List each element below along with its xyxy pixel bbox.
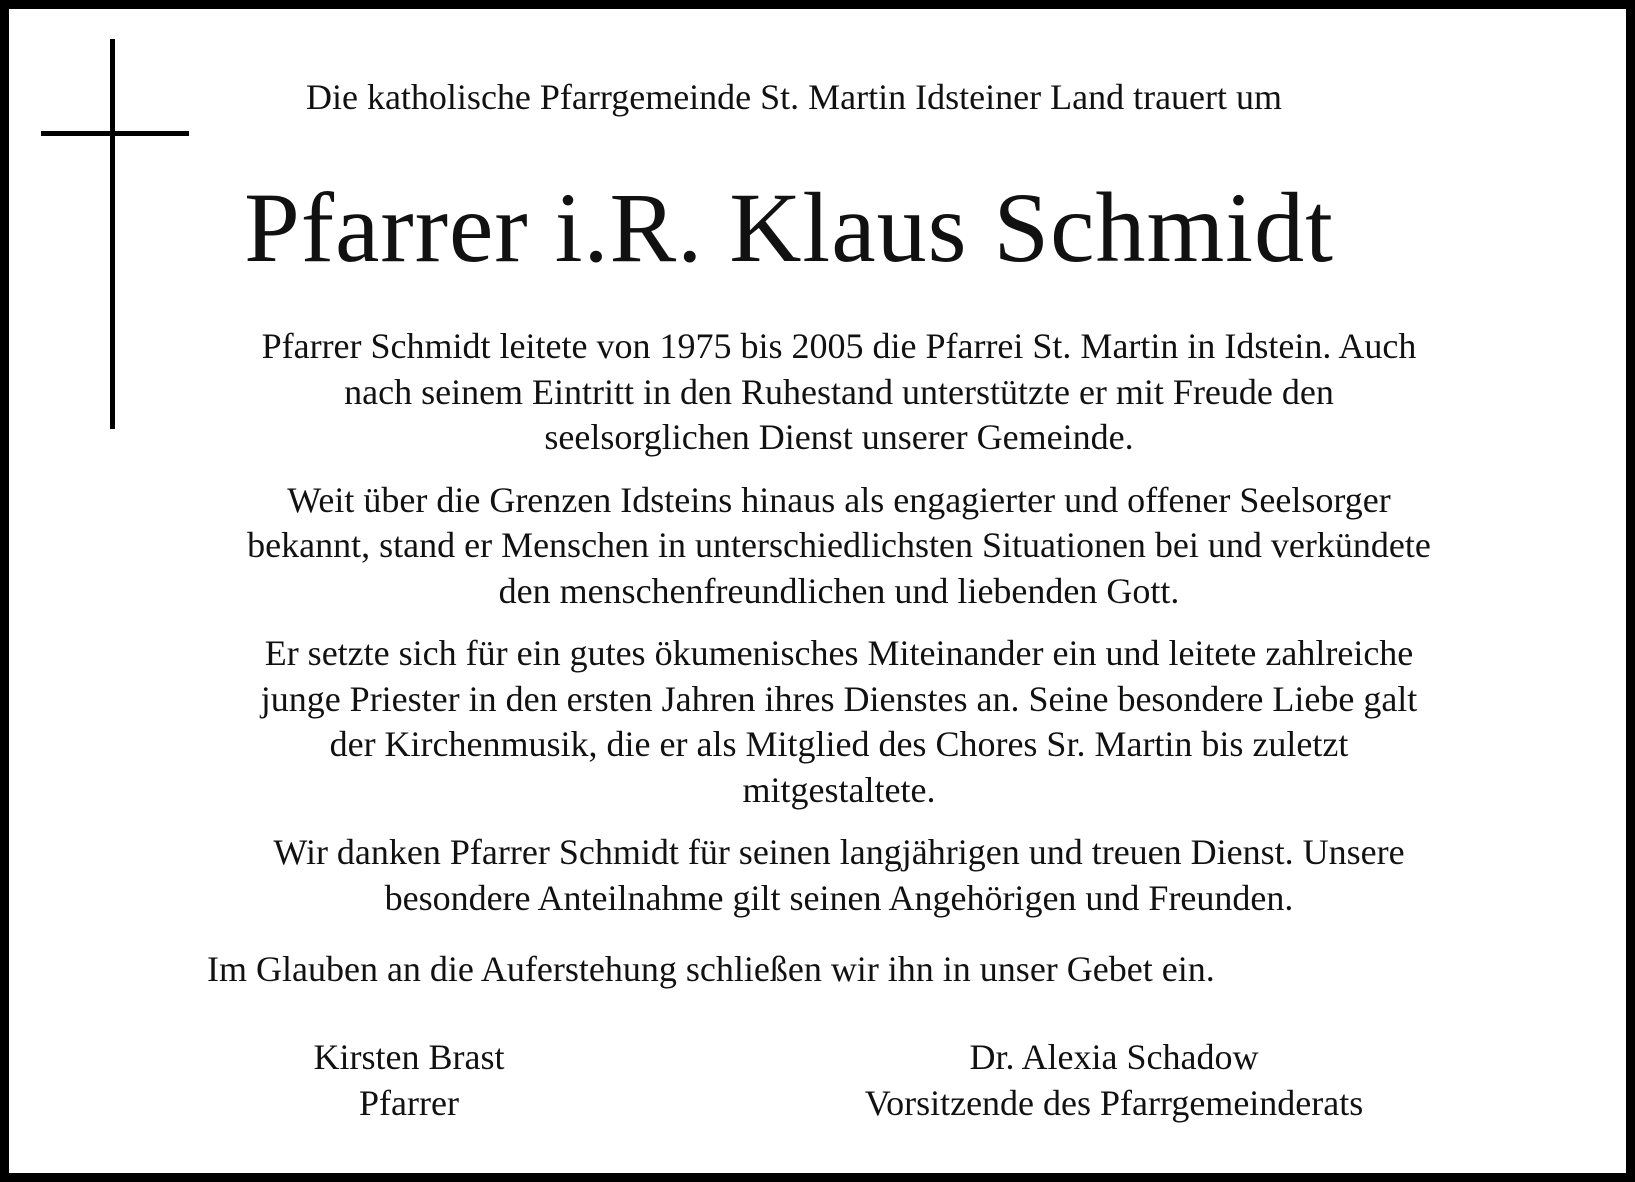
signatory-pastor xyxy=(259,1034,559,1126)
signatory-council-chair xyxy=(799,1034,1429,1126)
signatory-name: Dr. Alexia Schadow xyxy=(969,1037,1259,1077)
text-line: seelsorglichen Dienst unserer Gemeinde. xyxy=(544,417,1134,457)
text-line: Weit über die Grenzen Idsteins hinaus als engagierter und offener Seelsorger xyxy=(287,479,1391,520)
text-line: Er setzte sich für ein gutes ökumenisches Miteinander ein und leitete zahlreiche xyxy=(264,633,1414,673)
signatory-role: Pfarrer xyxy=(359,1083,459,1123)
paragraph-career xyxy=(139,324,1539,461)
text-line: Wir danken Pfarrer Schmidt für seinen langjährigen und treuen Dienst. Unsere xyxy=(273,832,1405,872)
cross-horizontal-bar xyxy=(41,131,189,136)
signatory-name: Kirsten Brast xyxy=(313,1037,505,1077)
paragraph-thanks xyxy=(139,830,1539,921)
text-line: den menschenfreundlichen und liebenden Gott. xyxy=(498,570,1180,611)
text-line: junge Priester in den ersten Jahren ihres Dienstes an. Seine besondere Liebe galt xyxy=(260,678,1418,719)
obituary-body xyxy=(139,324,1539,938)
paragraph-ecumenism xyxy=(139,631,1539,813)
text-line: bekannt, stand er Menschen in unterschiedlichsten Situationen bei und verkündete xyxy=(247,525,1431,565)
cross-vertical-bar xyxy=(110,39,115,429)
signatory-role: Vorsitzende des Pfarrgemeinderats xyxy=(864,1083,1364,1123)
deceased-name: Pfarrer i.R. Klaus Schmidt xyxy=(244,172,1334,283)
text-line: Pfarrer Schmidt leitete von 1975 bis 2005 die Pfarrei St. Martin in Idstein. Auch xyxy=(261,326,1417,366)
intro-line: Die katholische Pfarrgemeinde St. Martin Idsteiner Land trauert um xyxy=(305,77,1283,117)
text-line: nach seinem Eintritt in den Ruhestand unterstützte er mit Freude den xyxy=(344,371,1334,412)
text-line: besondere Anteilnahme gilt seinen Angehörigen und Freunden. xyxy=(384,877,1294,918)
text-line: mitgestaltete. xyxy=(742,769,936,810)
text-line: der Kirchenmusik, die er als Mitglied des Chores Sr. Martin bis zuletzt xyxy=(329,724,1349,764)
closing-line: Im Glauben an die Auferstehung schließen wir ihn in unser Gebet ein. xyxy=(207,949,1215,989)
paragraph-pastoral xyxy=(139,478,1539,615)
